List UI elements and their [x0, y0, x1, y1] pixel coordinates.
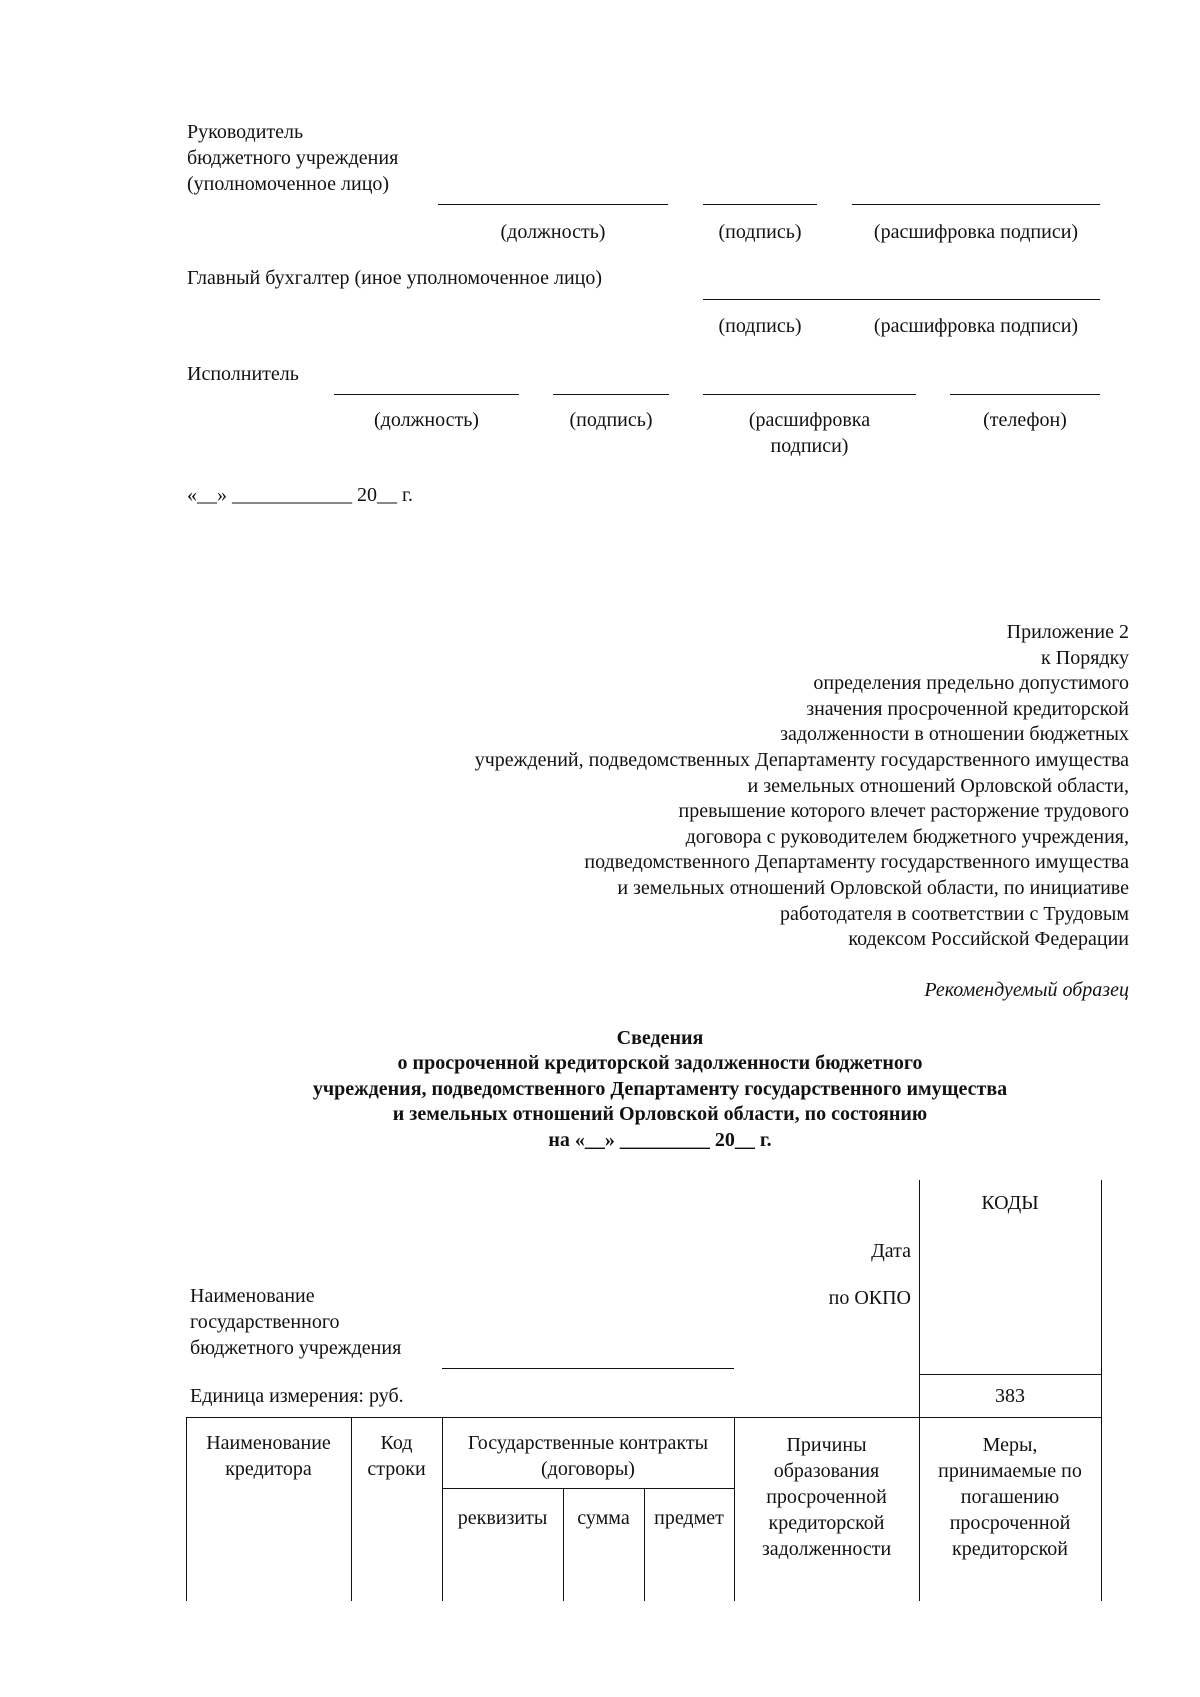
title-line: Сведения [616, 1027, 704, 1049]
annex-line: значения просроченной кредиторской [806, 697, 1129, 720]
chief-signature-caption: (подпись) [718, 315, 802, 337]
head-position-line [438, 204, 668, 205]
executor-signature-caption: (подпись) [569, 409, 653, 431]
chief-decoding-caption: (расшифровка подписи) [873, 315, 1079, 337]
table-col-border [1101, 1417, 1102, 1601]
title-line: о просроченной кредиторской задолженности бюджетного [397, 1052, 923, 1075]
executor-position-line [334, 394, 519, 395]
subcol-header-details: реквизиты [457, 1507, 548, 1529]
date-code-label: Дата [871, 1240, 911, 1262]
title-line: и земельных отношений Орловской области, по состоянию [392, 1103, 928, 1126]
codes-label: КОДЫ [981, 1192, 1039, 1214]
codes-right-border [1101, 1180, 1102, 1380]
head-decoding-caption: (расшифровка подписи) [873, 221, 1079, 243]
annex-line: превышение которого влечет расторжение трудового [678, 800, 1129, 823]
okpo-code-label: по ОКПО [828, 1287, 911, 1309]
executor-phone-caption: (телефон) [983, 409, 1067, 431]
annex-line: Приложение 2 [1006, 621, 1129, 643]
chief-accountant-line [703, 299, 1100, 300]
unit-label: Единица измерения: руб. [190, 1385, 404, 1407]
codes-okpo-bottom-line [919, 1374, 1101, 1375]
institution-line [442, 1368, 734, 1369]
annex-line: кодексом Российской Федерации [848, 928, 1129, 951]
unit-code: 383 [995, 1385, 1025, 1407]
head-signature-line [703, 204, 817, 205]
head-position-caption: (должность) [500, 221, 606, 243]
annex-line: работодателя в соответствии с Трудовым [780, 902, 1129, 925]
executor-phone-line [950, 394, 1100, 395]
annex-line: договора с руководителем бюджетного учреждения, [685, 825, 1129, 848]
title-line: учреждения, подведомственного Департаменту государственного имущества [312, 1077, 1008, 1100]
title-line: на «__» _________ 20__ г. [548, 1128, 772, 1151]
annex-line: определения предельно допустимого [813, 672, 1129, 695]
head-decoding-line [852, 204, 1100, 205]
annex-block [475, 620, 1129, 953]
contracts-sub-border [442, 1488, 734, 1489]
table-top-border [186, 1417, 1101, 1418]
sample-note: Рекомендуемый образец [924, 979, 1129, 1001]
subcol-header-sum: сумма [577, 1507, 630, 1529]
annex-line: к Порядку [1041, 646, 1129, 669]
annex-line: и земельных отношений Орловской области, [747, 774, 1129, 797]
executor-decoding-line [703, 394, 916, 395]
annex-line: и земельных отношений Орловской области, по инициативе [617, 876, 1129, 899]
executor-label: Исполнитель [187, 363, 299, 385]
annex-line: учреждений, подведомственных Департаменту государственного имущества [474, 748, 1129, 771]
unit-code-left-border [919, 1374, 920, 1417]
unit-code-right-border [1101, 1374, 1102, 1417]
annex-line: подведомственного Департаменту государственного имущества [584, 851, 1129, 874]
date-line: «__» ____________ 20__ г. [187, 484, 413, 506]
document-title [200, 1026, 1120, 1153]
head-signature-caption: (подпись) [718, 221, 802, 243]
executor-position-caption: (должность) [374, 409, 479, 431]
annex-line: задолженности в отношении бюджетных [780, 723, 1129, 746]
executor-signature-line [553, 394, 669, 395]
chief-accountant-label: Главный бухгалтер (иное уполномоченное лицо) [187, 267, 603, 289]
subcol-header-subject: предмет [654, 1507, 724, 1529]
